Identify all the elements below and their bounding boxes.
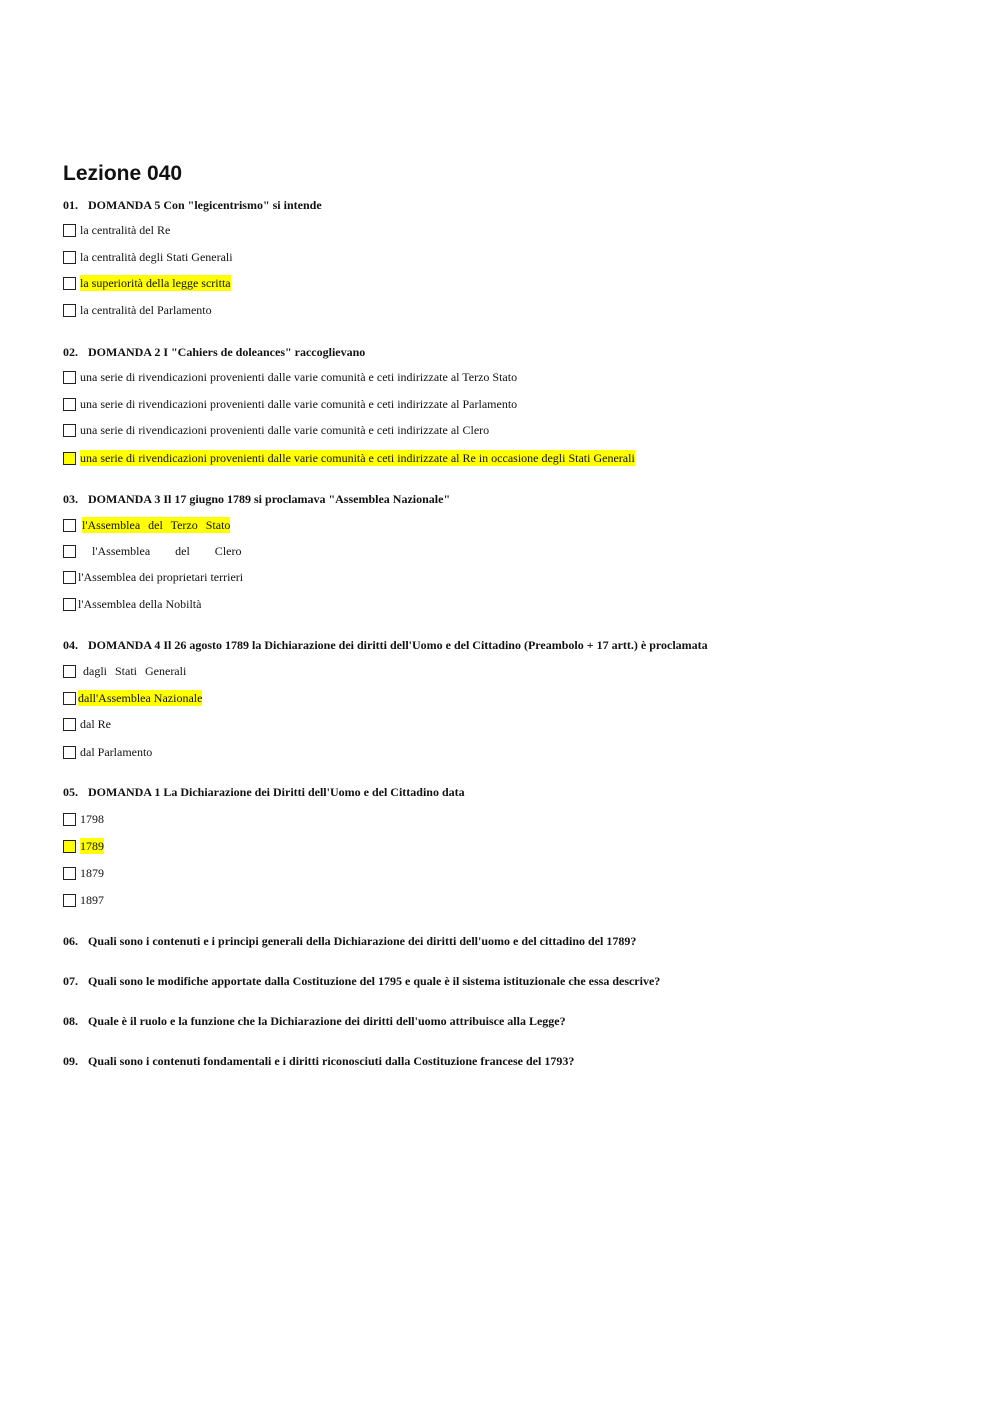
option-text: l'Assemblea dei proprietari terrieri [78,570,244,584]
answer-checkbox[interactable] [63,692,76,705]
option-text: 1879 [80,866,104,880]
option-text-highlighted: 1789 [80,839,104,853]
option-01-a [63,222,170,238]
option-01-b [63,249,233,265]
question-number: 05. [63,785,78,799]
question-number: 06. [63,934,78,948]
option-text: dal Re [80,717,111,731]
open-question-06 [63,933,636,949]
option-text: una serie di rivendicazioni provenienti dalle varie comunità e ceti indirizzate al Parlamento [80,397,518,411]
answer-checkbox[interactable] [63,746,76,759]
answer-checkbox[interactable] [63,665,76,678]
option-04-b [63,690,202,706]
answer-checkbox[interactable] [63,398,76,411]
question-text: Quali sono le modifiche apportate dalla Costituzione del 1795 e quale è il sistema istituzionale che essa descrive? [88,974,661,988]
option-text: l'Assemblea del Clero [92,544,242,558]
option-04-c [63,716,111,732]
question-text: DOMANDA 2 I "Cahiers de doleances" raccoglievano [88,345,366,359]
question-number: 08. [63,1014,78,1028]
answer-checkbox[interactable] [63,598,76,611]
question-text: DOMANDA 4 Il 26 agosto 1789 la Dichiarazione dei diritti dell'Uomo e del Cittadino (Preambolo + 17 artt.) è proclamata [88,638,708,652]
answer-checkbox[interactable] [63,813,76,826]
question-text: DOMANDA 1 La Dichiarazione dei Diritti dell'Uomo e del Cittadino data [88,785,465,799]
option-text-highlighted: l'Assemblea del Terzo Stato [82,518,231,532]
open-question-09 [63,1053,574,1069]
question-number: 09. [63,1054,78,1068]
question-03 [63,491,450,507]
answer-checkbox[interactable] [63,424,76,437]
question-number: 04. [63,638,78,652]
open-question-08 [63,1013,566,1029]
option-text: dal Parlamento [80,745,153,759]
option-05-b [63,838,104,854]
question-text: DOMANDA 3 Il 17 giugno 1789 si proclamava "Assemblea Nazionale" [88,492,451,506]
option-text: 1897 [80,893,104,907]
open-question-07 [63,973,660,989]
option-01-d [63,302,212,318]
answer-checkbox[interactable] [63,371,76,384]
option-text: l'Assemblea della Nobiltà [78,597,202,611]
option-text: una serie di rivendicazioni provenienti dalle varie comunità e ceti indirizzate al Terzo Stato [80,370,518,384]
option-03-d [63,596,201,612]
answer-checkbox[interactable] [63,224,76,237]
answer-checkbox[interactable] [63,840,76,853]
option-02-b [63,396,517,412]
option-01-c [63,275,231,291]
answer-checkbox[interactable] [63,867,76,880]
option-05-c [63,865,104,881]
page-title: Lezione 040 [63,162,183,185]
question-01 [63,197,322,213]
option-text-highlighted: la superiorità della legge scritta [80,276,231,290]
question-05 [63,784,465,800]
question-text: Quali sono i contenuti fondamentali e i diritti riconosciuti dalla Costituzione francese del 1793? [88,1054,575,1068]
option-text: 1798 [80,812,104,826]
option-03-a [63,517,230,533]
option-text: una serie di rivendicazioni provenienti dalle varie comunità e ceti indirizzate al Clero [80,423,490,437]
answer-checkbox[interactable] [63,277,76,290]
answer-checkbox[interactable] [63,571,76,584]
option-04-a [63,663,186,679]
question-text: Quali sono i contenuti e i principi generali della Dichiarazione dei diritti dell'uomo e del cittadino del 1789? [88,934,637,948]
question-number: 02. [63,345,78,359]
option-05-d [63,892,104,908]
option-text-highlighted: una serie di rivendicazioni provenienti dalle varie comunità e ceti indirizzate al Re in occasione degli Stati Generali [80,451,635,465]
answer-checkbox[interactable] [63,718,76,731]
question-02 [63,344,365,360]
option-text: la centralità del Parlamento [80,303,212,317]
option-04-d [63,744,152,760]
option-03-c [63,569,243,585]
answer-checkbox[interactable] [63,304,76,317]
option-text: la centralità degli Stati Generali [80,250,233,264]
option-text-highlighted: dall'Assemblea Nazionale [78,691,203,705]
option-text: la centralità del Re [80,223,171,237]
option-03-b [63,543,241,559]
answer-checkbox[interactable] [63,519,76,532]
option-text: dagli Stati Generali [83,664,187,678]
answer-checkbox[interactable] [63,452,76,465]
answer-checkbox[interactable] [63,545,76,558]
option-05-a [63,811,104,827]
answer-checkbox[interactable] [63,894,76,907]
question-number: 01. [63,198,78,212]
option-02-a [63,369,517,385]
answer-checkbox[interactable] [63,251,76,264]
question-number: 07. [63,974,78,988]
option-02-d [63,450,635,466]
question-text: Quale è il ruolo e la funzione che la Dichiarazione dei diritti dell'uomo attribuisce alla Legge? [88,1014,566,1028]
question-number: 03. [63,492,78,506]
question-04 [63,637,708,653]
option-02-c [63,422,489,438]
question-text: DOMANDA 5 Con "legicentrismo" si intende [88,198,322,212]
